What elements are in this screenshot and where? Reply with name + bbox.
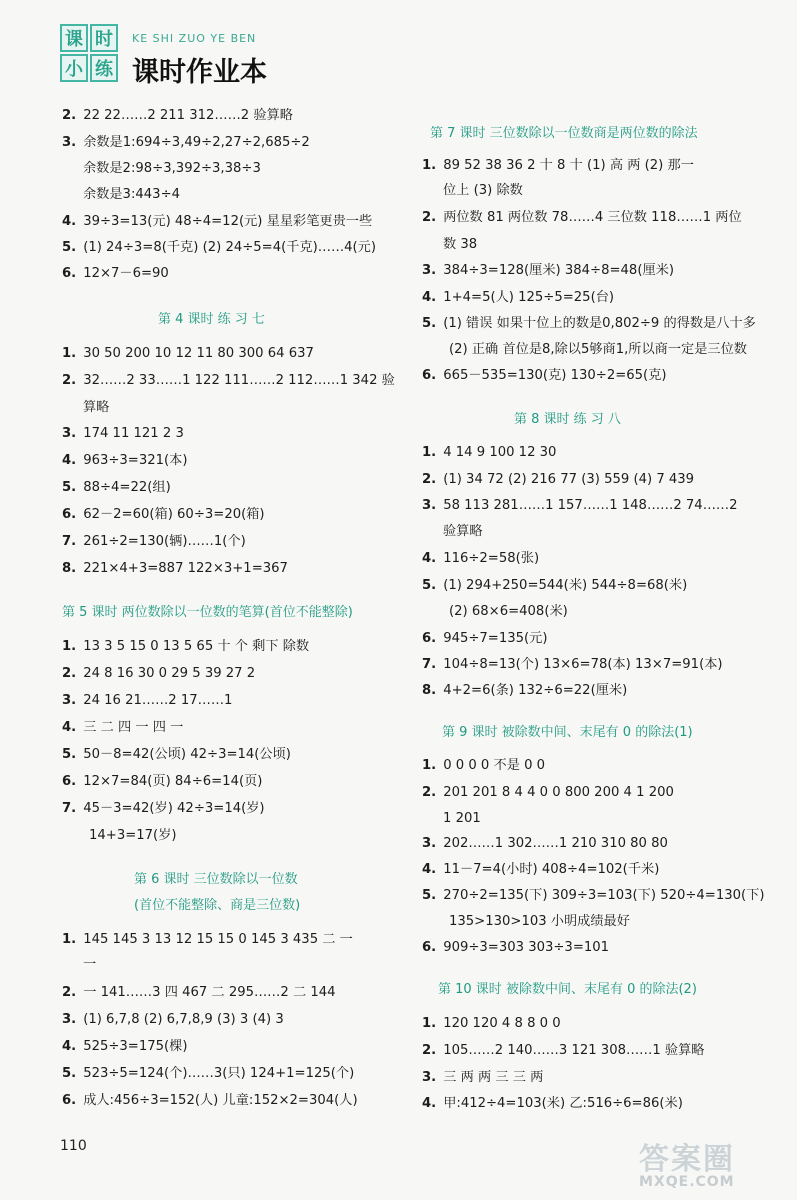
list-item: 1. 30 50 200 10 12 11 80 300 64 637 bbox=[62, 346, 314, 361]
book-title: 课时作业本 bbox=[132, 57, 267, 88]
list-item: 135>130>103 小明成绩最好 bbox=[449, 914, 630, 929]
list-item: 3. 174 11 121 2 3 bbox=[62, 426, 184, 441]
list-item: 5. 50－8=42(公顷) 42÷3=14(公顷) bbox=[62, 747, 291, 762]
list-item: 位上 (3) 除数 bbox=[443, 183, 523, 198]
list-item: 1. 4 14 9 100 12 30 bbox=[422, 445, 557, 460]
page-number: 110 bbox=[60, 1138, 87, 1154]
list-item: 4. 525÷3=175(棵) bbox=[62, 1039, 188, 1054]
list-item: 4. 甲:412÷4=103(米) 乙:516÷6=86(米) bbox=[422, 1096, 683, 1111]
list-item: 8. 221×4+3=887 122×3+1=367 bbox=[62, 561, 288, 576]
section-title: 第 8 课时 练 习 八 bbox=[514, 412, 621, 427]
list-item: 6. 12×7=84(页) 84÷6=14(页) bbox=[62, 774, 263, 789]
list-item: 4. 963÷3=321(本) bbox=[62, 453, 188, 468]
list-item: 4. 39÷3=13(元) 48÷4=12(元) 星星彩笔更贵一些 bbox=[62, 214, 373, 229]
list-item: 余数是2:98÷3,392÷3,38÷3 bbox=[83, 161, 261, 176]
list-item: 4. 三 二 四 一 四 一 bbox=[62, 720, 184, 735]
list-item: 一 bbox=[83, 957, 97, 972]
list-item: 2. 24 8 16 30 0 29 5 39 27 2 bbox=[62, 666, 256, 681]
book-header bbox=[60, 24, 360, 94]
list-item: 2. (1) 34 72 (2) 216 77 (3) 559 (4) 7 439 bbox=[422, 472, 695, 487]
list-item: 6. 成人:456÷3=152(人) 儿童:152×2=304(人) bbox=[62, 1093, 358, 1108]
section-title: 第 5 课时 两位数除以一位数的笔算(首位不能整除) bbox=[62, 605, 353, 620]
list-item: 7. 45－3=42(岁) 42÷3=14(岁) bbox=[62, 801, 265, 816]
logo-icon: 课 时 小 练 bbox=[60, 24, 122, 86]
list-item: 2. 两位数 81 两位数 78……4 三位数 118……1 两位 bbox=[422, 210, 742, 225]
list-item: 7. 261÷2=130(辆)……1(个) bbox=[62, 534, 246, 549]
list-item: 算略 bbox=[83, 400, 110, 415]
section-title: 第 7 课时 三位数除以一位数商是两位数的除法 bbox=[430, 126, 698, 141]
list-item: 2. 一 141……3 四 467 二 295……2 二 144 bbox=[62, 985, 336, 1000]
list-item: 2. 201 201 8 4 4 0 0 800 200 4 1 200 bbox=[422, 785, 674, 800]
list-item: 3. 384÷3=128(厘米) 384÷8=48(厘米) bbox=[422, 263, 674, 278]
list-item: 2. 105……2 140……3 121 308……1 验算略 bbox=[422, 1043, 705, 1058]
list-item: 1. 120 120 4 8 8 0 0 bbox=[422, 1016, 561, 1031]
list-item: 5. (1) 错误 如果十位上的数是0,802÷9 的得数是八十多 bbox=[422, 316, 756, 331]
section-title: 第 9 课时 被除数中间、末尾有 0 的除法(1) bbox=[442, 725, 693, 740]
list-item: 3. 202……1 302……1 210 310 80 80 bbox=[422, 836, 668, 851]
list-item: 6. 909÷3=303 303÷3=101 bbox=[422, 940, 610, 955]
list-item: 4. 11－7=4(小时) 408÷4=102(千米) bbox=[422, 862, 660, 877]
list-item: 3. 58 113 281……1 157……1 148……2 74……2 bbox=[422, 498, 738, 513]
list-item: 1. 0 0 0 0 不是 0 0 bbox=[422, 758, 546, 773]
list-item: 14+3=17(岁) bbox=[89, 828, 177, 843]
section-subtitle: (首位不能整除、商是三位数) bbox=[134, 898, 301, 913]
watermark-logo-icon: 答案圈 MXQE.COM bbox=[639, 1142, 735, 1190]
list-item: 1. 145 145 3 13 12 15 15 0 145 3 435 二 一 bbox=[62, 932, 353, 947]
list-item: 3. (1) 6,7,8 (2) 6,7,8,9 (3) 3 (4) 3 bbox=[62, 1012, 284, 1027]
section-title: 第 10 课时 被除数中间、末尾有 0 的除法(2) bbox=[438, 982, 697, 997]
list-item: 1. 89 52 38 36 2 十 8 十 (1) 高 两 (2) 那一 bbox=[422, 158, 694, 173]
list-item: 3. 三 两 两 三 三 两 bbox=[422, 1070, 544, 1085]
header-pinyin: KE SHI ZUO YE BEN bbox=[132, 32, 257, 45]
list-item: 6. 665－535=130(克) 130÷2=65(克) bbox=[422, 368, 667, 383]
list-item: 1. 13 3 5 15 0 13 5 65 十 个 剩下 除数 bbox=[62, 639, 310, 654]
list-item: 5. 88÷4=22(组) bbox=[62, 480, 171, 495]
list-item: 5. 270÷2=135(下) 309÷3=103(下) 520÷4=130(下) bbox=[422, 888, 765, 903]
list-item: 数 38 bbox=[443, 237, 478, 252]
list-item: (2) 68×6=408(米) bbox=[449, 604, 568, 619]
section-title: 第 6 课时 三位数除以一位数 bbox=[134, 872, 298, 887]
list-item: 4. 1+4=5(人) 125÷5=25(台) bbox=[422, 290, 615, 305]
section-title: 第 4 课时 练 习 七 bbox=[158, 312, 265, 327]
list-item: 2. 32……2 33……1 122 111……2 112……1 342 验 bbox=[62, 373, 395, 388]
list-item: 5. (1) 294+250=544(米) 544÷8=68(米) bbox=[422, 578, 688, 593]
list-item: 2. 22 22……2 211 312……2 验算略 bbox=[62, 108, 293, 123]
list-item: (2) 正确 首位是8,除以5够商1,所以商一定是三位数 bbox=[449, 342, 747, 357]
list-item: 3. 余数是1:694÷3,49÷2,27÷2,685÷2 bbox=[62, 135, 310, 150]
list-item: 5. (1) 24÷3=8(千克) (2) 24÷5=4(千克)……4(元) bbox=[62, 240, 377, 255]
list-item: 3. 24 16 21……2 17……1 bbox=[62, 693, 233, 708]
list-item: 6. 945÷7=135(元) bbox=[422, 631, 548, 646]
list-item: 1 201 bbox=[443, 811, 481, 826]
list-item: 7. 104÷8=13(个) 13×6=78(本) 13×7=91(本) bbox=[422, 657, 723, 672]
list-item: 4. 116÷2=58(张) bbox=[422, 551, 540, 566]
list-item: 6. 62－2=60(箱) 60÷3=20(箱) bbox=[62, 507, 265, 522]
list-item: 余数是3:443÷4 bbox=[83, 187, 181, 202]
list-item: 8. 4+2=6(条) 132÷6=22(厘米) bbox=[422, 683, 628, 698]
list-item: 验算略 bbox=[443, 524, 483, 539]
list-item: 5. 523÷5=124(个)……3(只) 124+1=125(个) bbox=[62, 1066, 355, 1081]
list-item: 6. 12×7－6=90 bbox=[62, 266, 169, 281]
